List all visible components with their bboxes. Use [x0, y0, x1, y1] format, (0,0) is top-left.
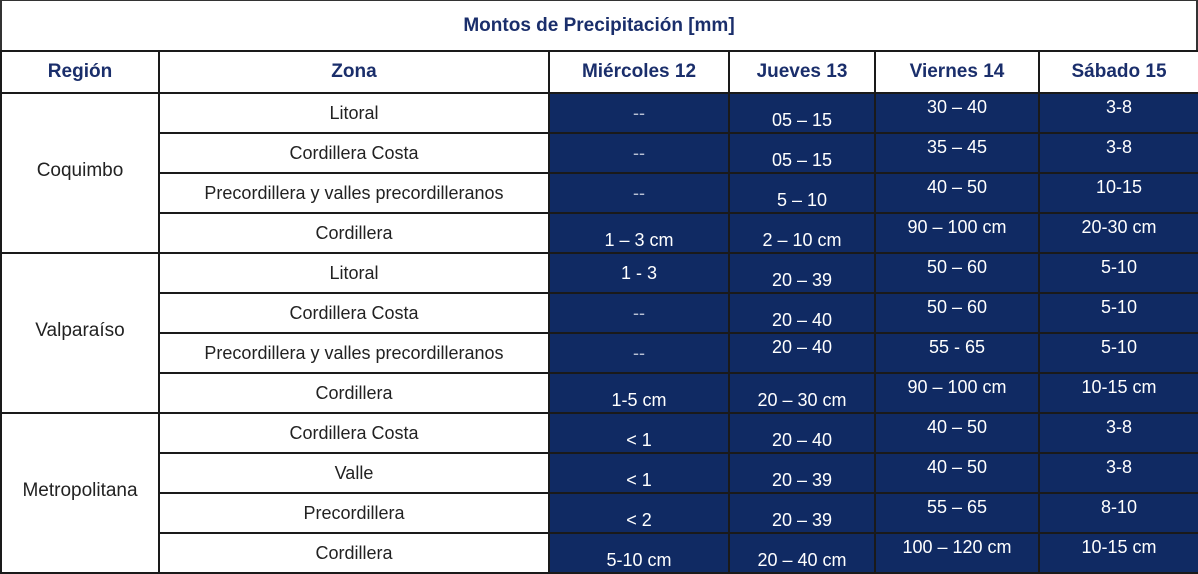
value-cell-sabado: 5-10 — [1039, 333, 1198, 373]
table-body — [1, 93, 1198, 573]
value-cell-viernes: 55 – 65 — [875, 493, 1039, 533]
header-sabado: Sábado 15 — [1039, 51, 1198, 93]
value-cell-sabado: 3-8 — [1039, 413, 1198, 453]
value-cell-sabado: 10-15 — [1039, 173, 1198, 213]
value-cell-viernes: 50 – 60 — [875, 293, 1039, 333]
value-cell-sabado: 5-10 — [1039, 293, 1198, 333]
table-row — [1, 173, 1198, 213]
value-cell-miercoles: -- — [549, 173, 729, 213]
value-cell-jueves: 20 – 40 — [729, 293, 875, 333]
value-cell-jueves: 20 – 39 — [729, 453, 875, 493]
zona-cell: Precordillera y valles precordilleranos — [159, 333, 549, 373]
table-row — [1, 413, 1198, 453]
zona-cell: Valle — [159, 453, 549, 493]
value-cell-miercoles: -- — [549, 93, 729, 133]
region-cell: Metropolitana — [1, 413, 159, 573]
table-row — [1, 253, 1198, 293]
value-cell-jueves: 20 – 39 — [729, 253, 875, 293]
value-cell-sabado: 3-8 — [1039, 453, 1198, 493]
value-cell-miercoles: 1 – 3 cm — [549, 213, 729, 253]
table-row — [1, 373, 1198, 413]
zona-cell: Precordillera y valles precordilleranos — [159, 173, 549, 213]
value-cell-viernes: 40 – 50 — [875, 173, 1039, 213]
zona-cell: Cordillera Costa — [159, 413, 549, 453]
region-cell: Coquimbo — [1, 93, 159, 253]
value-cell-jueves: 2 – 10 cm — [729, 213, 875, 253]
header-region: Región — [1, 51, 159, 93]
value-cell-jueves: 5 – 10 — [729, 173, 875, 213]
value-cell-miercoles: 5-10 cm — [549, 533, 729, 573]
value-cell-viernes: 55 - 65 — [875, 333, 1039, 373]
value-cell-viernes: 35 – 45 — [875, 133, 1039, 173]
zona-cell: Litoral — [159, 93, 549, 133]
table-row — [1, 213, 1198, 253]
zona-cell: Cordillera — [159, 533, 549, 573]
value-cell-viernes: 90 – 100 cm — [875, 373, 1039, 413]
value-cell-miercoles: < 2 — [549, 493, 729, 533]
value-cell-sabado: 3-8 — [1039, 93, 1198, 133]
value-cell-viernes: 30 – 40 — [875, 93, 1039, 133]
header-viernes: Viernes 14 — [875, 51, 1039, 93]
value-cell-miercoles: < 1 — [549, 453, 729, 493]
value-cell-sabado: 10-15 cm — [1039, 533, 1198, 573]
value-cell-viernes: 40 – 50 — [875, 413, 1039, 453]
header-row — [1, 51, 1198, 93]
zona-cell: Cordillera Costa — [159, 133, 549, 173]
value-cell-jueves: 20 – 39 — [729, 493, 875, 533]
value-cell-viernes: 40 – 50 — [875, 453, 1039, 493]
table-row — [1, 333, 1198, 373]
value-cell-jueves: 05 – 15 — [729, 133, 875, 173]
precipitation-table — [0, 50, 1198, 574]
value-cell-miercoles: 1 - 3 — [549, 253, 729, 293]
table-row — [1, 293, 1198, 333]
value-cell-viernes: 90 – 100 cm — [875, 213, 1039, 253]
value-cell-jueves: 20 – 40 cm — [729, 533, 875, 573]
value-cell-miercoles: < 1 — [549, 413, 729, 453]
zona-cell: Cordillera — [159, 373, 549, 413]
value-cell-sabado: 8-10 — [1039, 493, 1198, 533]
value-cell-miercoles: 1-5 cm — [549, 373, 729, 413]
value-cell-jueves: 05 – 15 — [729, 93, 875, 133]
zona-cell: Cordillera — [159, 213, 549, 253]
table-row — [1, 533, 1198, 573]
value-cell-miercoles: -- — [549, 333, 729, 373]
value-cell-viernes: 100 – 120 cm — [875, 533, 1039, 573]
table-row — [1, 93, 1198, 133]
value-cell-sabado: 5-10 — [1039, 253, 1198, 293]
header-jueves: Jueves 13 — [729, 51, 875, 93]
zona-cell: Cordillera Costa — [159, 293, 549, 333]
value-cell-sabado: 20-30 cm — [1039, 213, 1198, 253]
header-zona: Zona — [159, 51, 549, 93]
table-row — [1, 133, 1198, 173]
table-row — [1, 453, 1198, 493]
value-cell-jueves: 20 – 40 — [729, 413, 875, 453]
value-cell-viernes: 50 – 60 — [875, 253, 1039, 293]
value-cell-miercoles: -- — [549, 293, 729, 333]
region-cell: Valparaíso — [1, 253, 159, 413]
value-cell-sabado: 10-15 cm — [1039, 373, 1198, 413]
table-row — [1, 493, 1198, 533]
header-miercoles: Miércoles 12 — [549, 51, 729, 93]
table-title: Montos de Precipitación [mm] — [0, 0, 1198, 50]
value-cell-sabado: 3-8 — [1039, 133, 1198, 173]
value-cell-miercoles: -- — [549, 133, 729, 173]
value-cell-jueves: 20 – 40 — [729, 333, 875, 373]
value-cell-jueves: 20 – 30 cm — [729, 373, 875, 413]
zona-cell: Litoral — [159, 253, 549, 293]
zona-cell: Precordillera — [159, 493, 549, 533]
